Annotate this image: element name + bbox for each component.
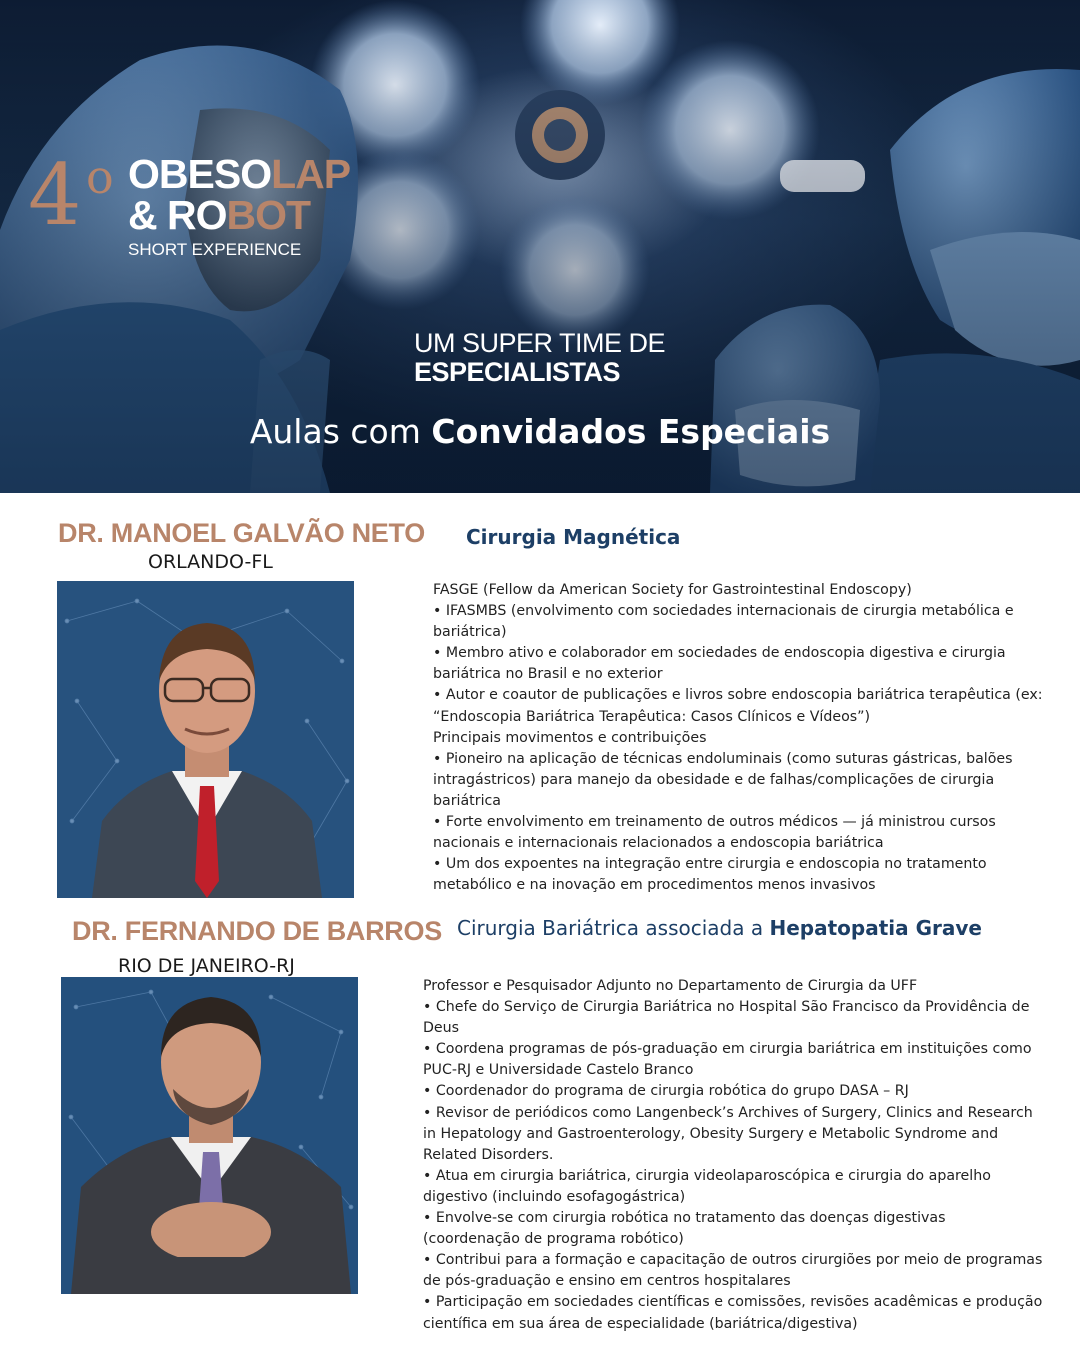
speaker-2-bio bbox=[423, 976, 1045, 1335]
speaker-1-photo bbox=[57, 581, 354, 898]
tagline-light: UM SUPER TIME DE bbox=[414, 328, 666, 358]
speaker-2-photo bbox=[61, 977, 358, 1294]
bio-line: • IFASMBS (envolvimento com sociedades internacionais de cirurgia metabólica e bariátrica) bbox=[433, 603, 1014, 641]
speaker-1-topic: Cirurgia Magnética bbox=[466, 525, 681, 549]
bio-line: Principais movimentos e contribuições bbox=[433, 729, 707, 746]
speaker-2-city: RIO DE JANEIRO-RJ bbox=[118, 955, 295, 977]
speaker-1-name: DR. MANOEL GALVÃO NETO bbox=[58, 518, 425, 548]
bio-line: • Membro ativo e colaborador em sociedades de endoscopia digestiva e cirurgia bariátrica no Brasil e no exterior bbox=[433, 645, 1006, 683]
bio-line: • Um dos expoentes na integração entre cirurgia e endoscopia no tratamento metabólico e na inovação em procedimentos menos invasivos bbox=[433, 856, 987, 894]
bio-line: • Forte envolvimento em treinamento de outros médicos — já ministrou cursos nacionais e internacionais relacionados a endoscopia bariátrica bbox=[433, 814, 996, 852]
bio-line: • Participação em sociedades científicas e comissões, revisões acadêmicas e produção científica em sua área de especialidade (bariátrica/digestiva) bbox=[423, 1294, 1043, 1332]
headline: Aulas com Convidados Especiais bbox=[249, 412, 831, 451]
bio-line: • Coordenador do programa de cirurgia robótica do grupo DASA – RJ bbox=[423, 1083, 909, 1100]
speaker-2-topic: Cirurgia Bariátrica associada a Hepatopatia Grave bbox=[457, 916, 982, 940]
hero-banner bbox=[0, 0, 1080, 493]
edition-number: 4 bbox=[28, 146, 82, 244]
speaker-1-bio bbox=[433, 580, 1045, 896]
tagline-bold: ESPECIALISTAS bbox=[414, 357, 621, 387]
edition-suffix: o bbox=[86, 150, 114, 204]
bio-line: • Revisor de periódicos como Langenbeck’s Archives of Surgery, Clinics and Research in Hepatology and Gastroenterology, Obesity Surgery e Metabolic Syndrome and Related Disorders. bbox=[423, 1104, 1033, 1163]
speaker-2-name: DR. FERNANDO DE BARROS bbox=[72, 916, 442, 946]
bio-line: • Autor e coautor de publicações e livros sobre endoscopia bariátrica terapêutica (ex: “Endoscopia Bariátrica Terapêutica: Casos Clínicos e Vídeos”) bbox=[433, 687, 1043, 725]
bio-line: FASGE (Fellow da American Society for Gastrointestinal Endoscopy) bbox=[433, 582, 912, 598]
speaker-1-city: ORLANDO-FL bbox=[148, 551, 273, 573]
bio-line: Professor e Pesquisador Adjunto no Departamento de Cirurgia da UFF bbox=[423, 978, 918, 994]
bio-line: • Coordena programas de pós-graduação em cirurgia bariátrica em instituições como PUC-RJ e Universidade Castelo Branco bbox=[423, 1041, 1032, 1079]
logo-subtitle: SHORT EXPERIENCE bbox=[128, 240, 302, 259]
logo-line-1: OBESOLAP bbox=[128, 151, 351, 197]
bio-line: • Chefe do Serviço de Cirurgia Bariátrica no Hospital São Francisco da Providência de Deus bbox=[423, 999, 1030, 1037]
bio-line: • Contribui para a formação e capacitação de outros cirurgiões por meio de programas de pós-graduação e ensino em centros hospitalares bbox=[423, 1252, 1043, 1290]
bio-line: • Atua em cirurgia bariátrica, cirurgia videolaparoscópica e cirurgia do aparelho digestivo (incluindo esofagogástrica) bbox=[423, 1167, 991, 1205]
bio-line: • Pioneiro na aplicação de técnicas endoluminais (como suturas gástricas, balões intragástricos) para manejo da obesidade e de falhas/complicações de cirurgia bariátrica bbox=[433, 750, 1013, 809]
logo-line-2: & ROBOT bbox=[128, 192, 311, 238]
bio-line: • Envolve-se com cirurgia robótica no tratamento das doenças digestivas (coordenação de programa robótico) bbox=[423, 1210, 946, 1248]
